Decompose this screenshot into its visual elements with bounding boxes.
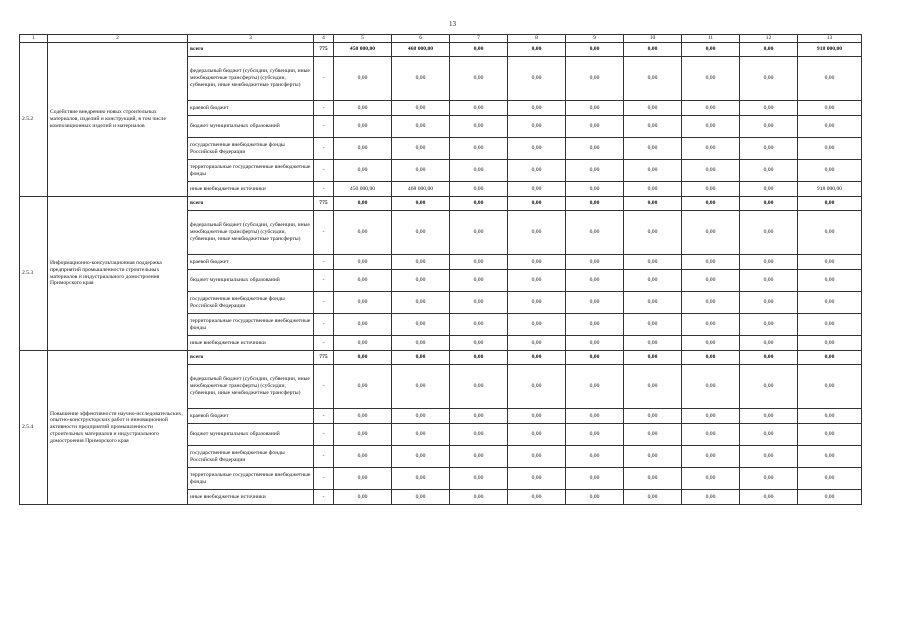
amount-cell: 0,00 bbox=[450, 116, 508, 138]
amount-cell: 0,00 bbox=[798, 57, 862, 101]
amount-cell: 0,00 bbox=[334, 116, 392, 138]
amount-cell: 0,00 bbox=[334, 255, 392, 270]
amount-cell: 0,00 bbox=[740, 197, 798, 211]
amount-cell: 0,00 bbox=[798, 255, 862, 270]
amount-cell: 0,00 bbox=[740, 182, 798, 197]
amount-cell: 0,00 bbox=[508, 160, 566, 182]
table-row bbox=[20, 351, 862, 365]
amount-cell: 0,00 bbox=[566, 351, 624, 365]
funding-source: краевой бюджет bbox=[188, 255, 314, 270]
column-header: 6 bbox=[392, 35, 450, 43]
amount-cell: 0,00 bbox=[682, 138, 740, 160]
amount-cell: 0,00 bbox=[392, 314, 450, 336]
amount-cell: 0,00 bbox=[740, 116, 798, 138]
amount-cell: 0,00 bbox=[450, 57, 508, 101]
grbs-code: 775 bbox=[314, 197, 334, 211]
funding-source: федеральный бюджет (субсидии, субвенции, иные межбюджетные трансферты) (субсидии, субвенции, иные межбюджетные трансферты) bbox=[188, 365, 314, 409]
amount-cell: 0,00 bbox=[682, 409, 740, 424]
amount-cell: 0,00 bbox=[508, 490, 566, 505]
column-header: 4 bbox=[314, 35, 334, 43]
amount-cell: 0,00 bbox=[508, 138, 566, 160]
funding-source: иные внебюджетные источники bbox=[188, 336, 314, 351]
amount-cell: 0,00 bbox=[392, 197, 450, 211]
amount-cell: 0,00 bbox=[566, 424, 624, 446]
amount-cell: 0,00 bbox=[682, 292, 740, 314]
amount-cell: 0,00 bbox=[682, 468, 740, 490]
amount-cell: 0,00 bbox=[450, 211, 508, 255]
amount-cell: 0,00 bbox=[798, 138, 862, 160]
amount-cell: 918 000,00 bbox=[798, 43, 862, 57]
grbs-code: - bbox=[314, 270, 334, 292]
amount-cell: 0,00 bbox=[740, 43, 798, 57]
funding-source: территориальные государственные внебюджетные фонды bbox=[188, 314, 314, 336]
amount-cell: 0,00 bbox=[392, 490, 450, 505]
amount-cell: 0,00 bbox=[334, 292, 392, 314]
amount-cell: 0,00 bbox=[450, 314, 508, 336]
amount-cell: 0,00 bbox=[740, 57, 798, 101]
grbs-code: - bbox=[314, 424, 334, 446]
section-name: Информационно-консультационная поддержка предприятий промышленности строительных материалов и индустриального домостроения Приморского края bbox=[48, 197, 188, 351]
amount-cell: 0,00 bbox=[682, 270, 740, 292]
amount-cell: 0,00 bbox=[508, 351, 566, 365]
amount-cell: 0,00 bbox=[798, 365, 862, 409]
amount-cell: 0,00 bbox=[508, 409, 566, 424]
amount-cell: 0,00 bbox=[740, 211, 798, 255]
amount-cell: 0,00 bbox=[624, 336, 682, 351]
funding-source: государственные внебюджетные фонды Российской Федерации bbox=[188, 446, 314, 468]
amount-cell: 0,00 bbox=[798, 336, 862, 351]
amount-cell: 0,00 bbox=[450, 101, 508, 116]
funding-source: государственные внебюджетные фонды Российской Федерации bbox=[188, 138, 314, 160]
grbs-code: - bbox=[314, 292, 334, 314]
funding-source: иные внебюджетные источники bbox=[188, 490, 314, 505]
amount-cell: 0,00 bbox=[566, 490, 624, 505]
amount-cell: 0,00 bbox=[740, 160, 798, 182]
grbs-code: - bbox=[314, 468, 334, 490]
grbs-code: 775 bbox=[314, 351, 334, 365]
amount-cell: 0,00 bbox=[566, 336, 624, 351]
amount-cell: 0,00 bbox=[740, 270, 798, 292]
amount-cell: 0,00 bbox=[798, 101, 862, 116]
amount-cell: 0,00 bbox=[682, 336, 740, 351]
amount-cell: 0,00 bbox=[508, 365, 566, 409]
column-header: 9 bbox=[566, 35, 624, 43]
page-number: 13 bbox=[449, 20, 456, 28]
amount-cell: 0,00 bbox=[334, 211, 392, 255]
amount-cell: 0,00 bbox=[624, 255, 682, 270]
amount-cell: 0,00 bbox=[624, 182, 682, 197]
grbs-code: - bbox=[314, 116, 334, 138]
funding-source: всего bbox=[188, 197, 314, 211]
table-body bbox=[20, 43, 862, 505]
section-code: 2.5.3 bbox=[20, 197, 48, 351]
amount-cell: 0,00 bbox=[392, 424, 450, 446]
amount-cell: 0,00 bbox=[682, 182, 740, 197]
amount-cell: 0,00 bbox=[682, 351, 740, 365]
amount-cell: 0,00 bbox=[334, 468, 392, 490]
grbs-code: - bbox=[314, 314, 334, 336]
amount-cell: 0,00 bbox=[682, 160, 740, 182]
amount-cell: 0,00 bbox=[508, 446, 566, 468]
amount-cell: 0,00 bbox=[334, 101, 392, 116]
amount-cell: 0,00 bbox=[798, 468, 862, 490]
grbs-code: - bbox=[314, 446, 334, 468]
section-name: Повышение эффективности научно-исследовательских, опытно-конструкторских работ и инновационной активности предприятий промышленности строительных материалов и индустриального домостроения Приморского края bbox=[48, 351, 188, 505]
grbs-code: - bbox=[314, 211, 334, 255]
amount-cell: 0,00 bbox=[450, 490, 508, 505]
amount-cell: 0,00 bbox=[740, 424, 798, 446]
amount-cell: 0,00 bbox=[566, 292, 624, 314]
grbs-code: - bbox=[314, 490, 334, 505]
amount-cell: 0,00 bbox=[682, 255, 740, 270]
section-code: 2.5.4 bbox=[20, 351, 48, 505]
amount-cell: 0,00 bbox=[566, 57, 624, 101]
amount-cell: 0,00 bbox=[624, 292, 682, 314]
grbs-code: - bbox=[314, 182, 334, 197]
amount-cell: 0,00 bbox=[798, 351, 862, 365]
funding-source: территориальные государственные внебюджетные фонды bbox=[188, 160, 314, 182]
funding-source: иные внебюджетные источники bbox=[188, 182, 314, 197]
amount-cell: 0,00 bbox=[508, 255, 566, 270]
amount-cell: 0,00 bbox=[624, 351, 682, 365]
amount-cell: 0,00 bbox=[392, 270, 450, 292]
amount-cell: 0,00 bbox=[392, 446, 450, 468]
amount-cell: 0,00 bbox=[798, 116, 862, 138]
funding-source: государственные внебюджетные фонды Российской Федерации bbox=[188, 292, 314, 314]
amount-cell: 0,00 bbox=[566, 43, 624, 57]
amount-cell: 0,00 bbox=[798, 314, 862, 336]
amount-cell: 0,00 bbox=[624, 101, 682, 116]
amount-cell: 0,00 bbox=[798, 490, 862, 505]
amount-cell: 0,00 bbox=[624, 116, 682, 138]
amount-cell: 0,00 bbox=[508, 468, 566, 490]
amount-cell: 0,00 bbox=[798, 292, 862, 314]
amount-cell: 0,00 bbox=[392, 336, 450, 351]
amount-cell: 0,00 bbox=[450, 351, 508, 365]
grbs-code: - bbox=[314, 138, 334, 160]
amount-cell: 0,00 bbox=[450, 43, 508, 57]
section-code: 2.5.2 bbox=[20, 43, 48, 197]
amount-cell: 0,00 bbox=[624, 138, 682, 160]
amount-cell: 0,00 bbox=[740, 138, 798, 160]
column-header: 8 bbox=[508, 35, 566, 43]
amount-cell: 0,00 bbox=[624, 314, 682, 336]
amount-cell: 0,00 bbox=[566, 314, 624, 336]
amount-cell: 0,00 bbox=[450, 182, 508, 197]
amount-cell: 0,00 bbox=[798, 446, 862, 468]
amount-cell: 0,00 bbox=[334, 336, 392, 351]
amount-cell: 0,00 bbox=[508, 336, 566, 351]
amount-cell: 0,00 bbox=[798, 197, 862, 211]
amount-cell: 0,00 bbox=[334, 160, 392, 182]
amount-cell: 450 000,00 bbox=[334, 43, 392, 57]
table-row bbox=[20, 197, 862, 211]
amount-cell: 0,00 bbox=[566, 468, 624, 490]
amount-cell: 0,00 bbox=[624, 409, 682, 424]
grbs-code: 775 bbox=[314, 43, 334, 57]
amount-cell: 0,00 bbox=[334, 365, 392, 409]
amount-cell: 0,00 bbox=[682, 211, 740, 255]
amount-cell: 0,00 bbox=[450, 468, 508, 490]
amount-cell: 0,00 bbox=[566, 270, 624, 292]
column-header: 12 bbox=[740, 35, 798, 43]
column-header: 11 bbox=[682, 35, 740, 43]
funding-source: всего bbox=[188, 351, 314, 365]
amount-cell: 0,00 bbox=[798, 270, 862, 292]
amount-cell: 0,00 bbox=[740, 468, 798, 490]
amount-cell: 0,00 bbox=[682, 424, 740, 446]
amount-cell: 0,00 bbox=[740, 446, 798, 468]
amount-cell: 0,00 bbox=[450, 336, 508, 351]
amount-cell: 0,00 bbox=[508, 182, 566, 197]
amount-cell: 468 000,00 bbox=[392, 182, 450, 197]
amount-cell: 0,00 bbox=[450, 197, 508, 211]
amount-cell: 0,00 bbox=[334, 270, 392, 292]
amount-cell: 0,00 bbox=[798, 211, 862, 255]
amount-cell: 0,00 bbox=[740, 292, 798, 314]
table-row bbox=[20, 43, 862, 57]
grbs-code: - bbox=[314, 101, 334, 116]
amount-cell: 0,00 bbox=[798, 424, 862, 446]
amount-cell: 0,00 bbox=[392, 57, 450, 101]
funding-source: федеральный бюджет (субсидии, субвенции, иные межбюджетные трансферты) (субсидии, субвенции, иные межбюджетные трансферты) bbox=[188, 57, 314, 101]
amount-cell: 0,00 bbox=[624, 365, 682, 409]
amount-cell: 0,00 bbox=[334, 424, 392, 446]
amount-cell: 0,00 bbox=[392, 101, 450, 116]
amount-cell: 0,00 bbox=[392, 211, 450, 255]
amount-cell: 0,00 bbox=[392, 160, 450, 182]
amount-cell: 0,00 bbox=[392, 138, 450, 160]
amount-cell: 0,00 bbox=[508, 424, 566, 446]
amount-cell: 0,00 bbox=[682, 57, 740, 101]
amount-cell: 0,00 bbox=[334, 57, 392, 101]
amount-cell: 0,00 bbox=[392, 365, 450, 409]
column-header: 5 bbox=[334, 35, 392, 43]
amount-cell: 0,00 bbox=[566, 446, 624, 468]
grbs-code: - bbox=[314, 57, 334, 101]
amount-cell: 0,00 bbox=[508, 43, 566, 57]
amount-cell: 0,00 bbox=[334, 446, 392, 468]
amount-cell: 0,00 bbox=[682, 314, 740, 336]
funding-source: бюджет муниципальных образований bbox=[188, 116, 314, 138]
amount-cell: 0,00 bbox=[334, 197, 392, 211]
amount-cell: 0,00 bbox=[740, 409, 798, 424]
funding-source: краевой бюджет bbox=[188, 409, 314, 424]
amount-cell: 0,00 bbox=[624, 490, 682, 505]
budget-table bbox=[19, 34, 862, 505]
amount-cell: 0,00 bbox=[508, 270, 566, 292]
amount-cell: 0,00 bbox=[450, 270, 508, 292]
amount-cell: 0,00 bbox=[508, 101, 566, 116]
amount-cell: 0,00 bbox=[334, 314, 392, 336]
amount-cell: 0,00 bbox=[682, 43, 740, 57]
funding-source: бюджет муниципальных образований bbox=[188, 270, 314, 292]
funding-source: бюджет муниципальных образований bbox=[188, 424, 314, 446]
amount-cell: 0,00 bbox=[566, 101, 624, 116]
amount-cell: 0,00 bbox=[798, 160, 862, 182]
column-header: 10 bbox=[624, 35, 682, 43]
amount-cell: 0,00 bbox=[508, 211, 566, 255]
amount-cell: 0,00 bbox=[740, 314, 798, 336]
amount-cell: 0,00 bbox=[740, 490, 798, 505]
amount-cell: 0,00 bbox=[334, 138, 392, 160]
column-header: 2 bbox=[48, 35, 188, 43]
amount-cell: 0,00 bbox=[624, 43, 682, 57]
amount-cell: 0,00 bbox=[624, 211, 682, 255]
grbs-code: - bbox=[314, 336, 334, 351]
amount-cell: 0,00 bbox=[682, 490, 740, 505]
amount-cell: 0,00 bbox=[682, 101, 740, 116]
amount-cell: 0,00 bbox=[740, 336, 798, 351]
section-name: Содействие внедрению новых строительных материалов, изделий и конструкций, в том числе композиционных изделий и материалов bbox=[48, 43, 188, 197]
amount-cell: 0,00 bbox=[682, 116, 740, 138]
amount-cell: 0,00 bbox=[624, 424, 682, 446]
amount-cell: 450 000,00 bbox=[334, 182, 392, 197]
funding-source: краевой бюджет bbox=[188, 101, 314, 116]
grbs-code: - bbox=[314, 409, 334, 424]
amount-cell: 0,00 bbox=[508, 57, 566, 101]
amount-cell: 0,00 bbox=[682, 197, 740, 211]
amount-cell: 0,00 bbox=[450, 255, 508, 270]
amount-cell: 0,00 bbox=[624, 468, 682, 490]
amount-cell: 0,00 bbox=[450, 409, 508, 424]
column-header: 3 bbox=[188, 35, 314, 43]
amount-cell: 0,00 bbox=[392, 292, 450, 314]
amount-cell: 468 000,00 bbox=[392, 43, 450, 57]
amount-cell: 0,00 bbox=[566, 255, 624, 270]
amount-cell: 0,00 bbox=[508, 197, 566, 211]
amount-cell: 0,00 bbox=[740, 255, 798, 270]
amount-cell: 0,00 bbox=[624, 270, 682, 292]
amount-cell: 0,00 bbox=[508, 116, 566, 138]
amount-cell: 0,00 bbox=[624, 160, 682, 182]
amount-cell: 0,00 bbox=[450, 160, 508, 182]
amount-cell: 0,00 bbox=[624, 197, 682, 211]
amount-cell: 0,00 bbox=[624, 57, 682, 101]
amount-cell: 0,00 bbox=[682, 446, 740, 468]
amount-cell: 0,00 bbox=[566, 197, 624, 211]
column-header: 7 bbox=[450, 35, 508, 43]
amount-cell: 0,00 bbox=[566, 182, 624, 197]
funding-source: федеральный бюджет (субсидии, субвенции, иные межбюджетные трансферты) (субсидии, субвенции, иные межбюджетные трансферты) bbox=[188, 211, 314, 255]
amount-cell: 0,00 bbox=[566, 365, 624, 409]
header-row bbox=[20, 35, 862, 43]
grbs-code: - bbox=[314, 160, 334, 182]
amount-cell: 0,00 bbox=[450, 424, 508, 446]
amount-cell: 0,00 bbox=[392, 116, 450, 138]
funding-source: территориальные государственные внебюджетные фонды bbox=[188, 468, 314, 490]
amount-cell: 0,00 bbox=[682, 365, 740, 409]
amount-cell: 0,00 bbox=[392, 351, 450, 365]
funding-source: всего bbox=[188, 43, 314, 57]
amount-cell: 0,00 bbox=[450, 365, 508, 409]
amount-cell: 0,00 bbox=[798, 409, 862, 424]
column-header: 13 bbox=[798, 35, 862, 43]
column-header: 1 bbox=[20, 35, 48, 43]
amount-cell: 0,00 bbox=[392, 409, 450, 424]
grbs-code: - bbox=[314, 255, 334, 270]
amount-cell: 0,00 bbox=[450, 292, 508, 314]
amount-cell: 0,00 bbox=[566, 116, 624, 138]
amount-cell: 0,00 bbox=[566, 160, 624, 182]
amount-cell: 0,00 bbox=[566, 138, 624, 160]
amount-cell: 0,00 bbox=[624, 446, 682, 468]
amount-cell: 918 000,00 bbox=[798, 182, 862, 197]
amount-cell: 0,00 bbox=[334, 490, 392, 505]
amount-cell: 0,00 bbox=[508, 314, 566, 336]
amount-cell: 0,00 bbox=[392, 255, 450, 270]
amount-cell: 0,00 bbox=[740, 365, 798, 409]
amount-cell: 0,00 bbox=[392, 468, 450, 490]
amount-cell: 0,00 bbox=[450, 446, 508, 468]
amount-cell: 0,00 bbox=[566, 211, 624, 255]
amount-cell: 0,00 bbox=[740, 351, 798, 365]
amount-cell: 0,00 bbox=[566, 409, 624, 424]
amount-cell: 0,00 bbox=[508, 292, 566, 314]
amount-cell: 0,00 bbox=[334, 351, 392, 365]
amount-cell: 0,00 bbox=[450, 138, 508, 160]
amount-cell: 0,00 bbox=[740, 101, 798, 116]
amount-cell: 0,00 bbox=[334, 409, 392, 424]
grbs-code: - bbox=[314, 365, 334, 409]
